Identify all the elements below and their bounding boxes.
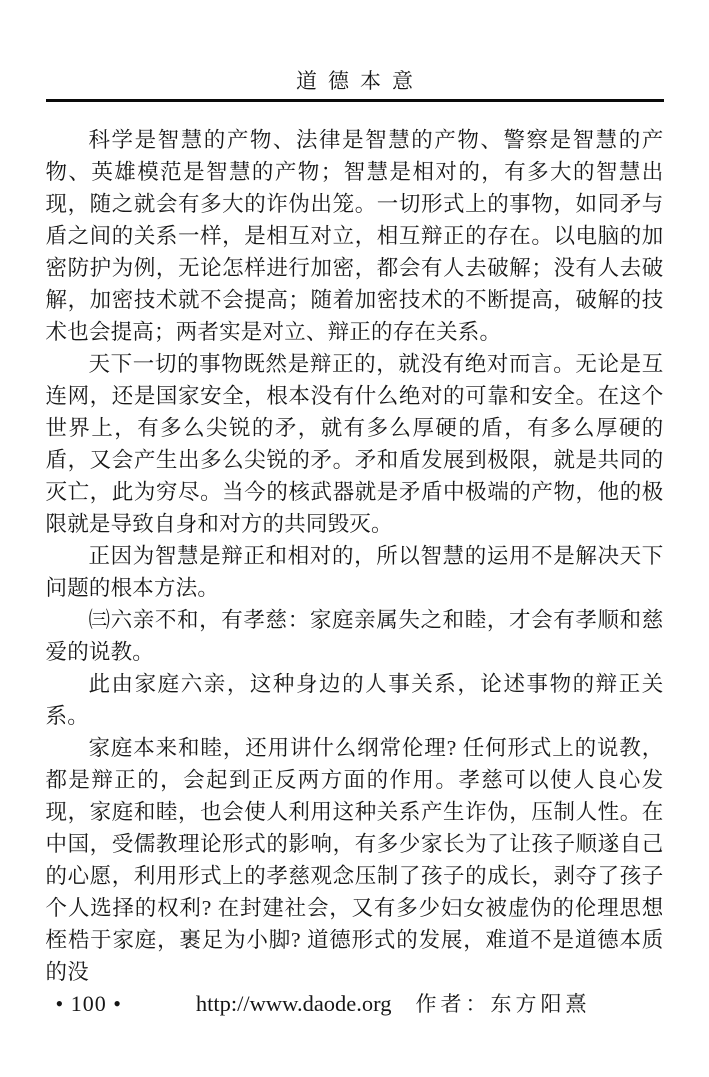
body-paragraph: 天下一切的事物既然是辩正的，就没有绝对而言。无论是互连网，还是国家安全，根本没有什么绝对的可靠和安全。在这个世界上，有多么尖锐的矛，就有多么厚硬的盾，有多么厚硬的盾，又会产生出多么尖锐的矛。矛和盾发展到极限，就是共同的灭亡，此为穷尽。当今的核武器就是矛盾中极端的产物，他的极限就是导致自身和对方的共同毁灭。 xyxy=(45,352,664,536)
body-paragraph: 科学是智慧的产物、法律是智慧的产物、警察是智慧的产物、英雄模范是智慧的产物；智慧是相对的，有多大的智慧出现，随之就会有多大的诈伪出笼。一切形式上的事物，如同矛与盾之间的关系一样，是相互对立，相互辩正的存在。以电脑的加密防护为例，无论怎样进行加密，都会有人去破解；没有人去破解，加密技术就不会提高；随着加密技术的不断提高，破解的技术也会提高；两者实是对立、辩正的存在关系。 xyxy=(45,128,664,344)
page-title: 道德本意 xyxy=(296,69,424,93)
header-rule xyxy=(46,99,664,102)
body-paragraph: 家庭本来和睦，还用讲什么纲常伦理? 任何形式上的说教，都是辩正的，会起到正反两方面的作用。孝慈可以使人良心发现，家庭和睦，也会使人利用这种关系产生诈伪，压制人性。在中国，受儒教理论形式的影响，有多少家长为了让孩子顺遂自己的心愿，利用形式上的孝慈观念压制了孩子的成长，剥夺了孩子个人选择的权利? 在封建社会，又有多少妇女被虚伪的伦理思想桎梏于家庭，裹足为小脚? 道德形式的发展，难道不是道德本质的没 xyxy=(45,736,664,984)
body-paragraph: ㈢六亲不和，有孝慈：家庭亲属失之和睦，才会有孝顺和慈爱的说教。 xyxy=(45,608,664,664)
author-credit: 作者：东方阳熹 xyxy=(415,992,591,1016)
body-paragraph: 正因为智慧是辩正和相对的，所以智慧的运用不是解决天下问题的根本方法。 xyxy=(45,544,664,600)
body-text xyxy=(46,124,664,988)
body-paragraph: 此由家庭六亲，这种身边的人事关系，论述事物的辩正关系。 xyxy=(45,672,664,728)
page-number: • 100 • xyxy=(55,991,122,1016)
page-footer xyxy=(46,988,664,1020)
page-header xyxy=(0,0,709,92)
site-url: http://www.daode.org xyxy=(195,991,392,1016)
